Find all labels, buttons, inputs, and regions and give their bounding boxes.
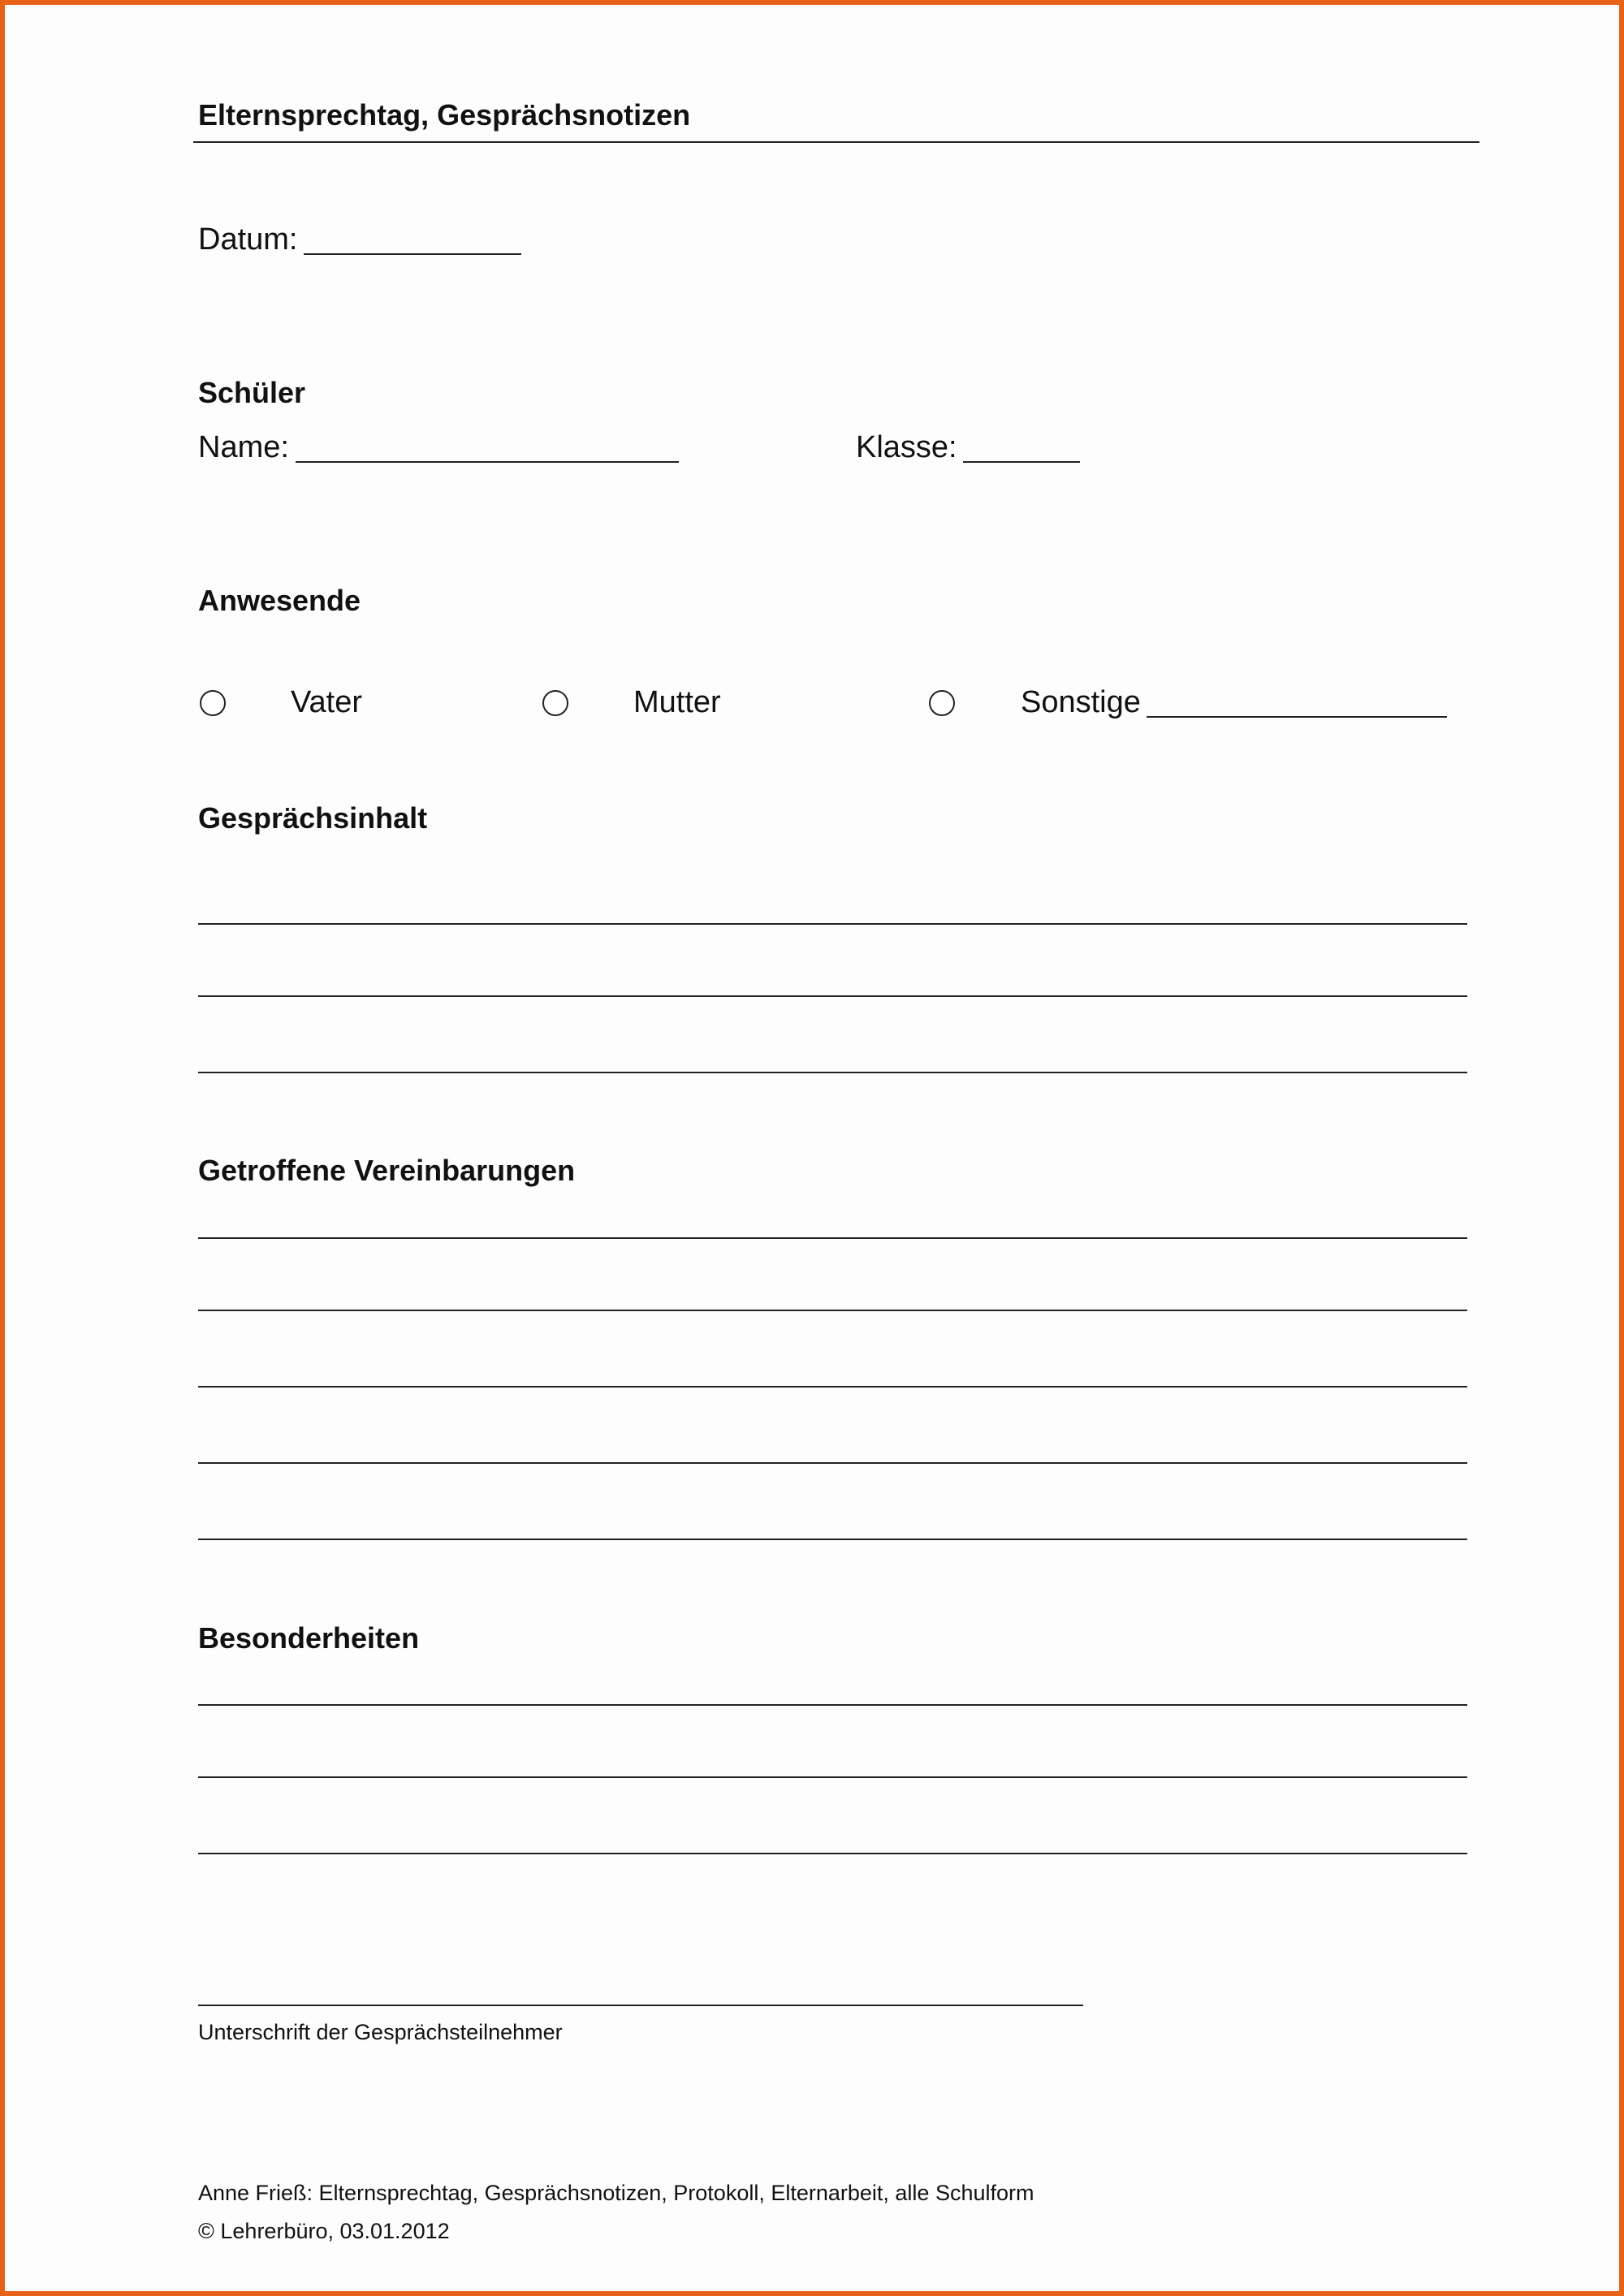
specifics-line[interactable] xyxy=(198,1776,1467,1778)
radio-mother[interactable] xyxy=(542,690,568,716)
specifics-heading: Besonderheiten xyxy=(198,1621,420,1655)
content-line[interactable] xyxy=(198,923,1467,925)
content-line[interactable] xyxy=(198,995,1467,997)
signature-label: Unterschrift der Gesprächsteilnehmer xyxy=(198,2020,563,2044)
agreements-line[interactable] xyxy=(198,1462,1467,1464)
name-field[interactable] xyxy=(296,461,679,463)
radio-father[interactable] xyxy=(200,690,226,716)
content-heading: Gesprächsinhalt xyxy=(198,801,428,835)
option-mother-label: Mutter xyxy=(633,685,721,719)
footer-credit: Anne Frieß: Elternsprechtag, Gesprächsnotizen, Protokoll, Elternarbeit, alle Schulform xyxy=(198,2181,1034,2205)
signature-line[interactable] xyxy=(198,2005,1083,2006)
radio-other[interactable] xyxy=(929,690,955,716)
attendees-heading: Anwesende xyxy=(198,584,361,617)
option-other-label: Sonstige xyxy=(1021,685,1141,719)
specifics-line[interactable] xyxy=(198,1704,1467,1706)
class-field[interactable] xyxy=(963,461,1080,463)
student-heading: Schüler xyxy=(198,376,306,409)
agreements-line[interactable] xyxy=(198,1386,1467,1388)
footer-copyright: © Lehrerbüro, 03.01.2012 xyxy=(198,2219,450,2243)
agreements-line[interactable] xyxy=(198,1539,1467,1540)
agreements-line[interactable] xyxy=(198,1310,1467,1311)
agreements-line[interactable] xyxy=(198,1237,1467,1239)
date-field[interactable] xyxy=(304,253,521,255)
specifics-line[interactable] xyxy=(198,1853,1467,1854)
form-title: Elternsprechtag, Gesprächsnotizen xyxy=(198,98,691,132)
content-line[interactable] xyxy=(198,1072,1467,1073)
name-label: Name: xyxy=(198,430,289,464)
option-father-label: Vater xyxy=(291,685,363,719)
date-label: Datum: xyxy=(198,222,298,257)
title-underline xyxy=(193,141,1479,143)
class-label: Klasse: xyxy=(856,430,957,464)
agreements-heading: Getroffene Vereinbarungen xyxy=(198,1154,576,1187)
other-field[interactable] xyxy=(1147,716,1447,718)
